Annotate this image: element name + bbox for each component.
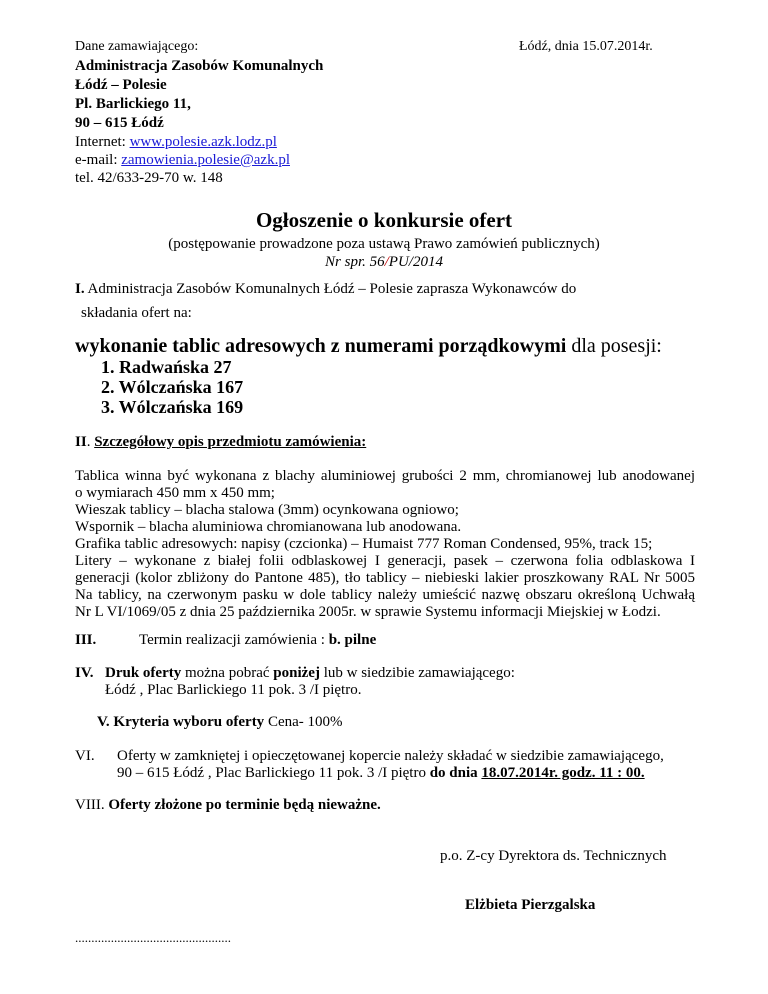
section-6-line2-plain: 90 – 615 Łódź , Plac Barlickiego 11 pok. 3 /I piętro xyxy=(117,765,426,781)
spec-line-5: Grafika tablic adresowych: napisy (czcionka) – Humaist 777 Roman Condensed, 95%, track 15; xyxy=(75,536,653,552)
sender-label: Dane zamawiającego: xyxy=(75,39,199,54)
section-4-text2: lub w siedzibie zamawiającego: xyxy=(323,665,515,681)
spec-line-2: o wymiarach 450 mm x 450 mm; xyxy=(75,485,275,501)
reference-number xyxy=(0,254,768,271)
spec-line-1: Tablica winna być wykonana z blachy aluminiowej grubości 2 mm, chromianowej lub anodowanej xyxy=(75,468,695,484)
signature-dots: ................................................ xyxy=(75,930,231,945)
address-street: Pl. Barlickiego 11, xyxy=(75,96,191,112)
section-4-bold1: Druk oferty xyxy=(105,665,182,681)
section-4-line2: Łódź , Plac Barlickiego 11 pok. 3 /I piętro. xyxy=(105,682,362,698)
order-subject-bold: wykonanie tablic adresowych z numerami porządkowymi xyxy=(75,335,567,357)
section-8-text: Oferty złożone po terminie będą nieważne. xyxy=(108,797,381,813)
spec-line-4: Wspornik – blacha aluminiowa chromianowana lub anodowana. xyxy=(75,519,462,535)
property-item-2: 2. Wólczańska 167 xyxy=(101,377,244,397)
ref-slash: / xyxy=(384,254,389,270)
spec-line-6: Litery – wykonane z białej folii odblaskowej I generacji, pasek – czerwona folia odblaskowa I xyxy=(75,553,695,569)
spec-line-3: Wieszak tablicy – blacha stalowa (3mm) ocynkowana ogniowo; xyxy=(75,502,459,518)
order-subject xyxy=(75,335,662,358)
org-name: Administracja Zasobów Komunalnych xyxy=(75,58,324,74)
section-8 xyxy=(75,797,381,814)
ref-suffix: PU/2014 xyxy=(388,254,443,270)
section-2-title: Szczegółowy opis przedmiotu zamówienia: xyxy=(94,434,367,450)
ref-number: 56 xyxy=(369,254,385,270)
section-8-numeral: VIII. xyxy=(75,797,105,813)
section-4-text1: można pobrać xyxy=(184,665,270,681)
property-item-1: 1. Radwańska 27 xyxy=(101,357,232,377)
section-5-text: V. Kryteria wyboru oferty xyxy=(97,714,265,730)
internet-line xyxy=(75,134,277,151)
section-6-line2 xyxy=(117,765,645,782)
signature-title: p.o. Z-cy Dyrektora ds. Technicznych xyxy=(440,848,667,864)
section-6-deadline: 18.07.2014r. godz. 11 : 00. xyxy=(481,765,645,781)
section-6-numeral: VI. xyxy=(75,748,95,764)
property-item-3: 3. Wólczańska 169 xyxy=(101,397,244,417)
section-3-value: b. pilne xyxy=(328,632,377,648)
section-2-numeral: II xyxy=(75,434,87,450)
spec-line-9: Nr L VI/1069/05 z dnia 25 października 2005r. w sprawie Systemu informacji Miejskiej w Łodzi. xyxy=(75,604,661,620)
section-4-numeral: IV. xyxy=(75,665,94,681)
org-district: Łódź – Polesie xyxy=(75,77,167,93)
order-subject-rest: dla posesji: xyxy=(571,335,662,357)
page-title: Ogłoszenie o konkursie ofert xyxy=(255,208,513,232)
email-label: e-mail: xyxy=(75,152,118,168)
section-6-line2-bold: do dnia xyxy=(429,765,478,781)
section-3-numeral: III. xyxy=(75,632,97,648)
email-link[interactable]: zamowienia.polesie@azk.pl xyxy=(121,152,290,168)
spec-line-8: Na tablicy, na czerwonym pasku w dole tablicy należy umieścić nazwę obszaru określoną Uchwałą xyxy=(75,587,695,603)
section-4-bold2: poniżej xyxy=(273,665,320,681)
email-line xyxy=(75,152,290,169)
address-city: 90 – 615 Łódź xyxy=(75,115,164,131)
section-1-numeral: I. xyxy=(75,281,85,297)
section-3-text xyxy=(139,632,376,649)
phone-line: tel. 42/633-29-70 w. 148 xyxy=(75,170,223,186)
internet-label: Internet: xyxy=(75,134,126,150)
section-2-heading: II. Szczegółowy opis przedmiotu zamówienia: xyxy=(75,434,367,450)
ref-prefix: Nr spr. xyxy=(325,254,366,270)
spec-line-7: generacji (kolor zbliżony do Pantone 485), tło tablicy – niebieski lakier proszkowany RAL Nr 5005 xyxy=(75,570,695,586)
section-5 xyxy=(97,714,343,731)
website-link[interactable]: www.polesie.azk.lodz.pl xyxy=(129,134,277,150)
section-5-value: Cena- 100% xyxy=(267,714,343,730)
section-1-line2: składania ofert na: xyxy=(81,305,192,321)
signature-name: Elżbieta Pierzgalska xyxy=(465,897,596,913)
page-subtitle: (postępowanie prowadzone poza ustawą Prawo zamówień publicznych) xyxy=(168,236,600,252)
section-1-intro xyxy=(75,281,576,298)
date-line: Łódź, dnia 15.07.2014r. xyxy=(519,39,653,54)
section-4-line1 xyxy=(105,665,515,682)
section-6-line1: Oferty w zamkniętej i opieczętowanej kopercie należy składać w siedzibie zamawiającego, xyxy=(117,748,664,764)
section-3-label: Termin realizacji zamówienia : xyxy=(139,632,325,648)
section-1-line1: Administracja Zasobów Komunalnych Łódź – Polesie zaprasza Wykonawców do xyxy=(87,281,577,297)
